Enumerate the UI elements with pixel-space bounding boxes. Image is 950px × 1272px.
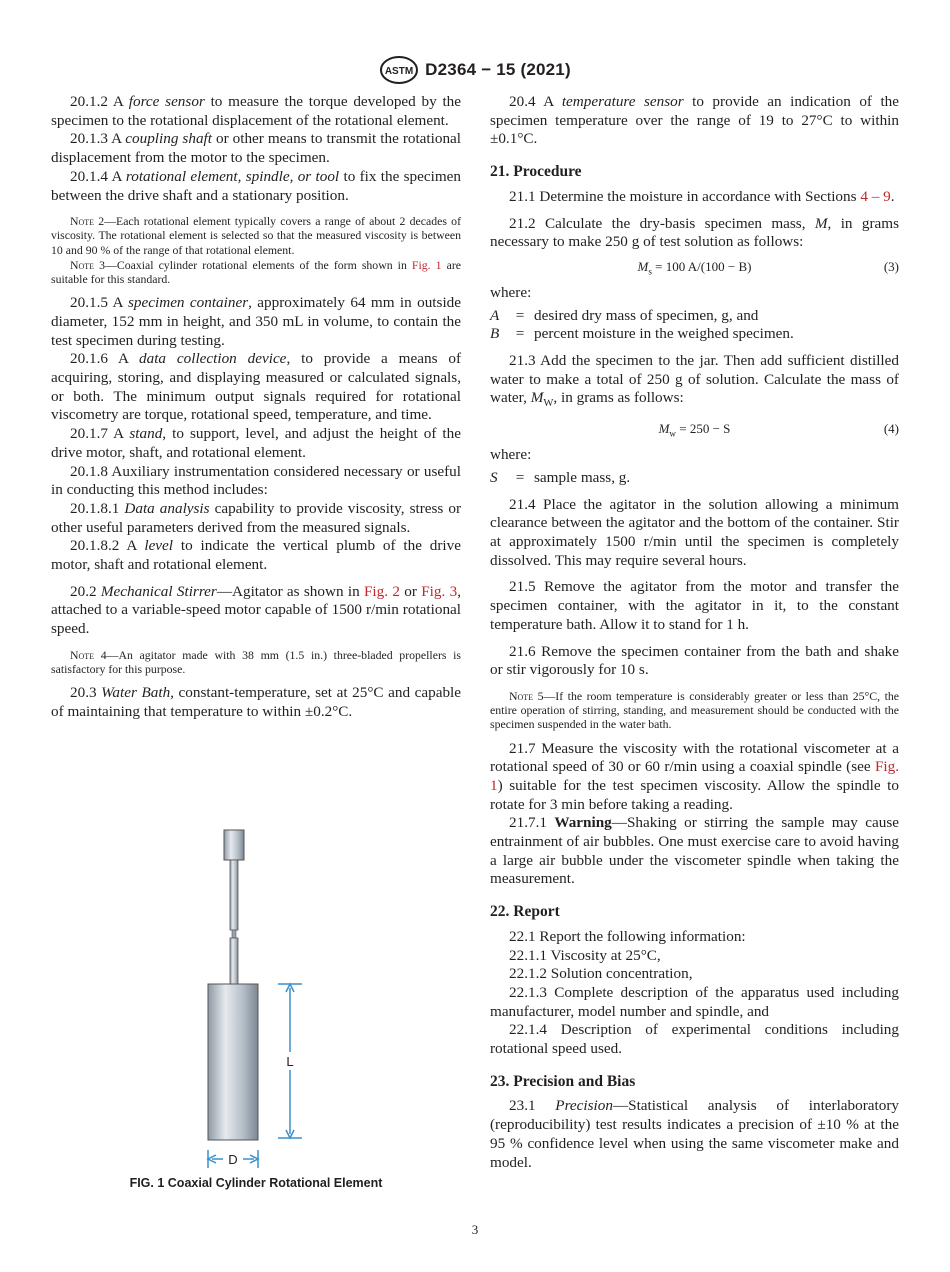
eq-rhs: = 250 − S [676,421,731,437]
para-20-1-8-1 [51,500,461,537]
section-23-heading: 23. Precision and Bias [490,1072,636,1090]
fig-1-link[interactable]: Fig. 1 [411,257,442,272]
note-5 [490,689,899,732]
coaxial-cylinder-drawing [51,820,461,1170]
right-column [490,93,899,1172]
para-num: 20.4 A [509,93,562,110]
para-text: to indicate the vertical plumb of the drive motor, shaft and rotational element. [51,537,461,574]
def-equals: = [515,325,525,343]
para-num: 20.3 [70,684,102,702]
para-term: force sensor [128,93,205,110]
para-23-1 [490,1097,899,1172]
para-21-7-1 [490,814,899,889]
warning-label: Warning [554,814,612,832]
fig-1-link[interactable]: Fig. 1 [490,758,899,794]
standard-designation: D2364 − 15 (2021) [425,60,571,79]
para-21-6: 21.6 Remove the specimen container from the bath and shake or stir vigorously for 10 s. [490,642,899,679]
para-text: —Agitator as shown in [216,582,364,600]
fig-3-link[interactable]: Fig. 3 [421,582,458,600]
para-num: 20.1.8.2 A [70,537,145,555]
para-text: constant-temperature, set at 25°C and capable of maintaining that temperature to within ±0.2°C. [51,684,462,720]
equation-4 [490,414,899,444]
para-20-1-3 [51,130,461,167]
para-term: temperature sensor [561,93,684,110]
para-text: , in grams necessary to make 250 g of test solution as follows: [490,214,899,251]
definition-row [490,307,899,326]
para-text: 21.3 Add the specimen to the jar. Then add sufficient distilled water to make a total of 250 g of solution. Calculate the mass of water, [490,352,899,407]
para-20-1-5 [51,294,461,350]
para-text: , approximately 64 mm in outside diameter, 152 mm in height, and 350 mL in volume, to contain the test specimen during testing. [51,294,461,349]
para-num: 20.1.6 A [70,350,140,368]
spindle-top-knob [224,830,244,860]
astm-logo-icon [379,55,419,85]
para-22-1-2: 22.1.2 Solution concentration, [509,965,693,983]
para-20-1-2 [51,93,461,130]
equation-number: (4) [883,421,899,437]
spindle-lower-shaft [230,938,238,986]
para-text: or [399,582,422,600]
eq-sub: s [648,266,652,277]
note-label: Note 3 [70,257,106,272]
para-22-1-1: 22.1.1 Viscosity at 25°C, [509,946,661,964]
para-num: 20.1.8.1 [70,499,125,517]
figure-1 [51,820,461,1200]
section-22-heading: 22. Report [490,903,560,921]
para-num: 20.2 [70,582,101,600]
para-22-1-4: 22.1.4 Description of experimental conditions including rotational speed used. [490,1021,899,1058]
para-20-1-4 [51,168,461,205]
para-20-2 [51,583,461,639]
para-term: Water Bath, [101,684,174,702]
note-label: Note 2 [70,214,105,229]
diameter-label: D [228,1152,238,1167]
para-21-7 [490,740,899,815]
astm-logo-text: ASTM [385,66,414,77]
para-term: coupling shaft [125,130,212,148]
note-label: Note 5 [509,688,544,703]
para-21-5: 21.5 Remove the agitator from the motor and transfer the specimen container, with the agitator in it, to the constant temperature bath. Allow it to stand for 1 h. [490,578,899,633]
variable-M: M [530,389,544,407]
para-text: 21.7 Measure the viscosity with the rotational viscometer at a rotational speed of 30 or 60 r/min using a coaxial spindle (see [490,739,899,776]
def-text: percent moisture in the weighed specimen. [534,325,794,343]
def-symbol: S [490,468,498,486]
para-text: 21.1 Determine the moisture in accordance with Sections [509,187,861,205]
note-text: are suitable for this standard. [51,257,461,287]
para-20-1-8-2 [51,537,461,574]
eq-sub: w [669,428,676,439]
para-text: 21.2 Calculate the dry-basis specimen mass, [509,214,815,232]
def-text: desired dry mass of specimen, g, and [534,306,759,324]
def-equals: = [515,306,525,324]
note-2 [51,214,461,257]
para-text: —Statistical analysis of interlaboratory (reproducibility) test results indicates a precision of ±10 % at the 95 % confidence level when using the same viscometer make and model. [490,1097,899,1171]
spindle-neck [232,930,236,938]
para-num: 21.7.1 [509,814,555,832]
para-20-1-6 [51,350,461,425]
def-equals: = [515,468,525,486]
para-term: Precision [555,1097,613,1115]
para-term: level [144,537,174,555]
para-20-1-7 [51,425,461,462]
para-text: to measure the torque developed by the specimen to the rotational displacement of the rotational element. [51,93,461,129]
para-21-4: 21.4 Place the agitator in the solution allowing a minimum clearance between the agitator and the bottom of the container. Stir at approximately 1500 r/min until the specimen is completely dissolved. This may require several hours. [490,495,899,569]
para-text: capability to provide viscosity, stress or other useful parameters derived from the measured signals. [51,499,461,536]
para-22-1-3: 22.1.3 Complete description of the apparatus used including manufacturer, model number and spindle, and [490,983,899,1020]
left-column [51,93,461,722]
para-20-4 [490,93,899,149]
para-num: 20.1.7 A [70,425,130,443]
definitions-list-2 [490,469,899,488]
note-text: —An agitator made with 38 mm (1.5 in.) three-bladed propellers is satisfactory for this purpose. [51,647,462,677]
para-20-3 [51,684,461,721]
para-num: 20.1.4 A [70,167,126,185]
equation-number: (3) [883,258,899,274]
para-21-2 [490,215,899,252]
para-num: 23.1 [509,1097,556,1115]
def-text: sample mass, g. [534,468,631,486]
variable-sub: W [543,398,554,410]
length-label: L [286,1054,294,1069]
para-text: , to support, level, and adjust the height of the drive motor, shaft, and rotational element. [51,425,461,461]
para-term: specimen container [128,294,249,312]
para-text: , attached to a variable-speed motor capable of 1500 r/min rotational speed. [51,582,461,638]
para-term: stand [129,425,163,443]
para-22-1: 22.1 Report the following information: [509,927,746,945]
page-header [0,54,950,86]
para-text: . [890,187,895,205]
spindle-cylinder [208,984,258,1140]
spindle-upper-shaft [230,860,238,930]
eq-lhs: M [658,421,670,437]
definitions-list-1 [490,307,899,344]
equation-3 [490,252,899,282]
para-text: ) suitable for the test specimen viscosity. Allow the spindle to rotate for 3 min before taking a reading. [490,776,899,813]
para-text: to fix the specimen between the drive shaft and a stationary position. [51,167,461,204]
definition-row [490,469,899,488]
note-text: —If the room temperature is considerably greater or less than 25°C, the entire operation of stirring, standing, and measurement should be conducted with the specimen suspended in the water bath. [490,688,900,732]
def-symbol: A [490,306,500,324]
equation-4-body [658,421,731,439]
para-term: Mechanical Stirrer [100,582,217,600]
para-text: or other means to transmit the rotational displacement from the motor to the specimen. [51,130,462,167]
para-num: 20.1.3 A [70,130,126,148]
para-num: 20.1.2 A [70,93,129,110]
para-term: rotational element, spindle, or tool [125,167,340,185]
where-label: where: [490,446,532,464]
section-21-heading: 21. Procedure [490,163,582,181]
note-text: —Coaxial cylinder rotational elements of the form shown in [105,257,412,272]
equation-3-body [637,258,752,277]
eq-rhs: = 100 A/(100 − B) [651,258,752,274]
note-4 [51,648,461,676]
note-text: —Each rotational element typically covers a range of about 2 decades of viscosity. The rotational element is selected so that the measured viscosity is between 10 and 90 % of the range of that rotational element. [51,214,462,257]
para-21-3 [490,352,899,414]
para-term: data collection device [139,350,287,368]
note-label: Note 4 [70,647,107,662]
para-num: 20.1.5 A [70,294,129,312]
page-number: 3 [471,1222,479,1237]
note-3 [51,258,461,286]
def-symbol: B [490,325,500,343]
definition-row [490,325,899,344]
para-20-1-8: 20.1.8 Auxiliary instrumentation considered necessary or useful in conducting this method includes: [51,462,461,499]
figure-1-caption: FIG. 1 Coaxial Cylinder Rotational Element [129,1176,383,1190]
para-text: , to provide a means of acquiring, storing, and displaying measured or calculated signals, or both. The minimum output signals required for rotational viscometry are torque, rotational speed, temperature, and time. [51,350,461,424]
para-text: —Shaking or stirring the sample may cause entrainment of air bubbles. One must exercise care to avoid having a large air bubble under the viscometer spindle when taking the measurement. [490,814,899,888]
fig-2-link[interactable]: Fig. 2 [363,582,400,600]
para-21-1 [490,188,899,207]
sections-4-9-link[interactable]: 4 – 9 [860,187,891,205]
where-label: where: [490,283,532,301]
variable-M: M [814,214,828,232]
para-term: Data analysis [124,499,210,517]
para-text: to provide an indication of the specimen temperature over the range of 19 to 27°C to within ±0.1°C. [490,93,899,148]
para-text: , in grams as follows: [553,389,684,407]
eq-lhs: M [637,258,649,274]
